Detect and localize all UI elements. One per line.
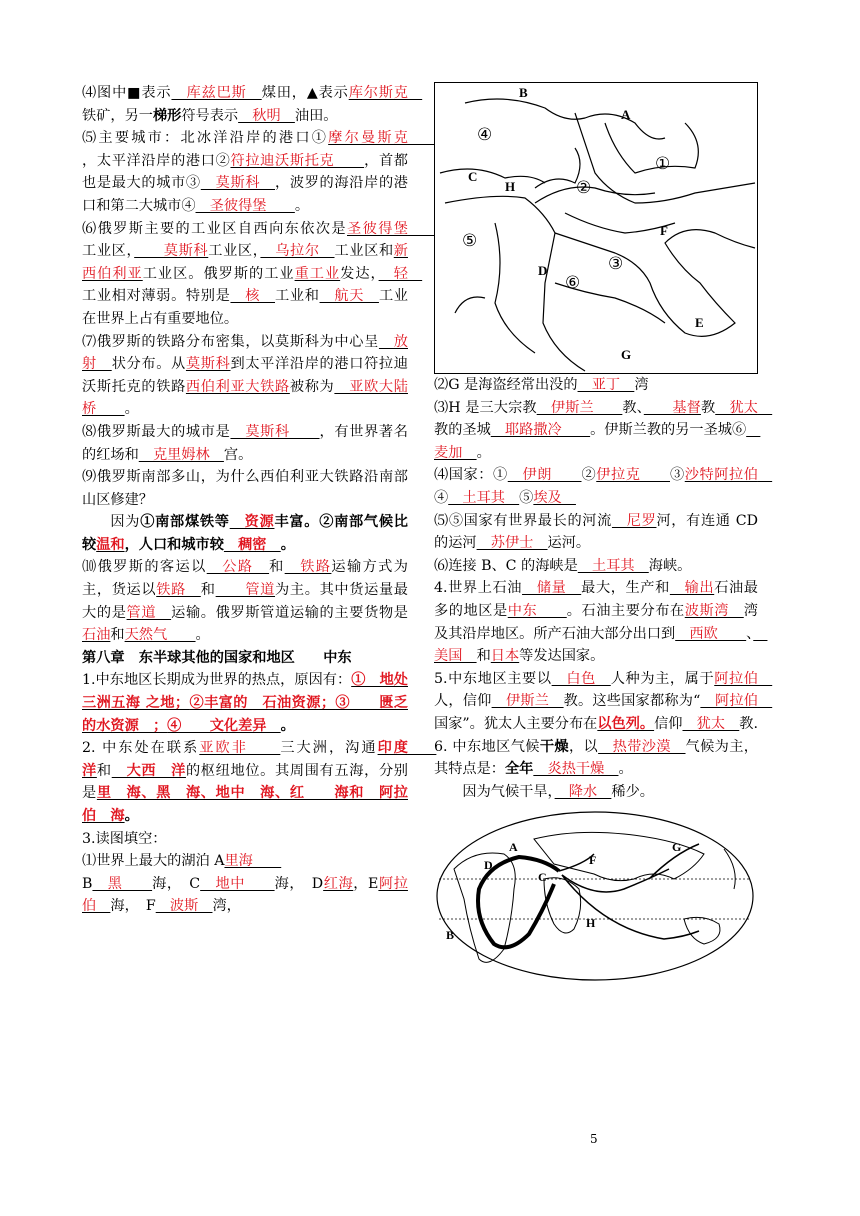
answer-blank: 降水 <box>554 783 612 800</box>
answer-blank: 库尔斯克 <box>348 85 423 101</box>
answer-blank: 基督 <box>643 399 701 416</box>
s5-paragraph <box>434 668 773 736</box>
text: 海峡。 <box>648 557 692 574</box>
answer-blank: 埃及 <box>533 489 576 506</box>
text: 2. 中东处在联系 <box>82 740 200 757</box>
text: ①南部煤铁等 <box>140 514 230 531</box>
coastline-outline <box>555 230 755 337</box>
right-column <box>434 82 773 983</box>
s6-paragraph <box>434 736 758 781</box>
answer-blank: 乌拉尔 <box>260 243 335 260</box>
answer-blank: 尼罗 <box>611 512 657 529</box>
answer-blank: 波斯 <box>155 898 213 915</box>
answer-blank: 铁路 <box>156 582 201 599</box>
text: 发达， <box>340 265 379 282</box>
text: ⑺俄罗斯的铁路分布密集，以莫斯科为中心呈 <box>82 333 379 350</box>
text: 宫。 <box>223 446 253 463</box>
text: 湾及其沿岸地区。所产石油大部分出口到 <box>434 602 758 642</box>
text: 铁矿，另一 <box>82 107 153 124</box>
answer-blank: 储量 <box>522 580 582 597</box>
answer-blank: 资源 <box>229 514 275 531</box>
text: ⑸主要城市：北冰洋沿岸的港口① <box>82 130 329 147</box>
answer-blank: 炎热干燥 <box>533 761 619 778</box>
text: 和 <box>476 648 491 665</box>
map2-label-c: C <box>538 870 547 885</box>
text: ⑻俄罗斯最大的城市是 <box>82 423 231 440</box>
text: ，太平洋沿岸的港口② <box>82 152 231 169</box>
border-line <box>535 187 655 203</box>
answer-blank: 新西伯利亚 <box>82 243 408 282</box>
answer-blank: 地中 <box>200 875 275 892</box>
text: 信仰 <box>654 715 683 732</box>
text: 三大洲，沟通 <box>280 740 378 757</box>
q5-paragraph <box>82 127 451 217</box>
answer-blank: 核 <box>230 288 275 305</box>
answer-blank: 摩尔曼斯克 <box>328 130 451 147</box>
answer-blank: 重工业 <box>294 265 341 282</box>
answer-blank: 秋明 <box>238 107 295 124</box>
answer-blank: 大西 洋 <box>111 762 186 779</box>
answer-blank: 印度 洋 <box>82 740 437 779</box>
text: 。 <box>124 401 139 418</box>
text: 。 <box>124 808 139 824</box>
text: 教、 <box>622 399 644 416</box>
coastline-outline <box>465 99 665 139</box>
text: 6. 中东地区气候 <box>434 738 540 755</box>
border-line <box>495 223 535 353</box>
text: 和 <box>200 582 216 599</box>
text: ⑽俄罗斯的客运以 <box>82 559 207 576</box>
map-label-b: B <box>519 85 528 100</box>
answer-blank: 里 海、黑 海、地中 海、红 海和 阿拉伯 海 <box>82 785 408 824</box>
map-label-c: C <box>468 169 478 184</box>
left-column <box>82 82 451 918</box>
text: 工业在世界上占有重要地位。 <box>82 288 408 327</box>
q10-paragraph <box>82 556 408 646</box>
text: 运河。 <box>547 535 591 552</box>
text: 和 <box>269 559 285 576</box>
chapter-heading: 第八章 东半球其他的国家和地区 中东 <box>82 649 352 666</box>
map-frame <box>437 812 753 980</box>
map-label-4: ④ <box>477 125 493 144</box>
answer-blank: 苏伊士 <box>476 535 548 552</box>
nile-paragraph <box>434 510 758 555</box>
text: 被称为 <box>289 378 335 395</box>
map-label-g: G <box>621 347 632 362</box>
q7-paragraph <box>82 331 408 421</box>
answer-blank: ④ 文化差异 <box>167 717 281 734</box>
border-line <box>455 297 485 313</box>
answer-blank: 莫斯科 <box>134 243 209 260</box>
answer-blank: 圣彼得堡 <box>195 197 295 214</box>
text: 因为 <box>110 514 141 531</box>
s3-title: 3.读图填空： <box>82 830 167 847</box>
answer-blank: 红海 <box>323 875 354 892</box>
text: 海， C <box>152 875 201 892</box>
answer-blank: 克里姆林 <box>138 446 224 463</box>
text: 。 <box>195 627 210 644</box>
text: 工业区。俄罗斯的工业 <box>142 265 295 282</box>
answer-blank: 阿拉伯 <box>700 693 773 710</box>
answer-blank: 输出 <box>669 580 715 597</box>
answer-blank: ③ 匮乏的水资源 ； <box>82 695 408 734</box>
answer-blank: 以色列。 <box>597 715 655 732</box>
answer-blank: 铁路 <box>284 559 332 576</box>
text: 因为气候干旱， <box>462 783 555 800</box>
answer-blank: 莫斯科 <box>185 356 231 373</box>
text: 油田。 <box>294 107 338 124</box>
q8-paragraph <box>82 421 408 466</box>
answer-blank: 稠密 <box>223 536 281 553</box>
text: ③ <box>670 467 685 484</box>
text: B <box>82 875 93 892</box>
answer-blank: 莫斯科 <box>200 175 276 192</box>
text: ，E <box>353 875 379 892</box>
text: ④ <box>434 489 449 506</box>
map-label-1: ① <box>655 154 671 173</box>
text: ⑤ <box>519 489 534 506</box>
text: 。 <box>280 536 295 553</box>
text: 、 <box>746 625 754 642</box>
answer-blank: 犹太 <box>715 399 773 416</box>
answer-blank: 美国 <box>434 625 768 665</box>
text: 丰富。②南部气候比较 <box>82 514 408 553</box>
text: ，以 <box>568 738 599 755</box>
answer-blank: 犹太 <box>682 715 740 732</box>
map-label-3: ③ <box>608 254 624 273</box>
answer-blank: 西伯利亚大铁路 <box>185 378 290 395</box>
text: 工业区， <box>82 243 135 260</box>
text: 和 <box>110 627 125 644</box>
border-line <box>605 123 698 173</box>
text: ⑷图中■表示 <box>82 85 172 101</box>
text: 海， F <box>110 898 156 915</box>
answer-blank: 轻 <box>378 265 423 282</box>
s1-paragraph <box>82 669 408 737</box>
s6-reason <box>434 781 758 804</box>
text: 教的圣城 <box>434 422 491 439</box>
text: 煤田，▲表示 <box>261 85 349 101</box>
text: ⑷国家：① <box>434 467 508 484</box>
text: 湾， <box>212 898 241 915</box>
answer-blank: ②丰富的 石油资源； <box>189 695 336 712</box>
text: 人种为主，属于 <box>610 670 715 687</box>
map-label-f: F <box>660 223 668 238</box>
answer-blank: 亚丁 <box>577 377 635 393</box>
answer-blank: 西欧 <box>675 625 747 642</box>
map-label-6: ⑥ <box>565 273 581 292</box>
answer-blank: 黑 <box>92 875 153 892</box>
q9-answer <box>82 511 408 556</box>
answer-blank: 热带沙漠 <box>598 738 686 755</box>
coastline-outline <box>440 169 545 183</box>
text: 符号表示 <box>181 107 239 124</box>
map-label-2: ② <box>576 178 592 197</box>
answer-blank: 公路 <box>206 559 270 576</box>
text: ⑼俄罗斯南部多山，为什么西伯利亚大铁路沿南部山区修建？ <box>82 469 408 508</box>
answer-blank: ① 地处三洲五海 之地； <box>82 672 408 712</box>
q4-paragraph <box>82 82 423 127</box>
coastline-outline <box>445 196 585 371</box>
text: 1.中东地区长期成为世界的热点，原因有： <box>82 672 352 689</box>
answer-blank: 土耳其 <box>448 489 520 506</box>
text: 运输。俄罗斯管道运输的主要货物是 <box>171 604 408 621</box>
map-label-5: ⑤ <box>462 231 478 250</box>
answer-blank: 温和 <box>96 536 125 553</box>
text: 湾 <box>634 377 649 393</box>
text: ⑵G 是海盗经常出没的 <box>434 377 578 393</box>
s2-paragraph <box>82 737 437 827</box>
text: 国家”。犹太人主要分布在 <box>434 715 598 732</box>
text: 全年 <box>504 761 534 778</box>
text: 的枢纽地位。其周围有五海，分别是 <box>82 762 408 802</box>
answer-blank: 亚欧非 <box>199 740 281 757</box>
text: ，首都也是最大的城市③ <box>82 152 408 192</box>
text: ，人口和城市较 <box>124 536 224 553</box>
answer-blank: 阿拉伯 <box>714 670 773 687</box>
border-line <box>565 213 675 233</box>
text: 。伊斯兰教的另一圣城⑥ <box>590 422 747 439</box>
text: 。石油主要分布在 <box>566 602 685 619</box>
answer-blank: 伊拉克 <box>596 467 670 484</box>
map-label-h: H <box>505 179 516 194</box>
answer-blank: 麦加 <box>434 422 761 461</box>
text: ，有世界著名的红场和 <box>82 423 408 463</box>
text: 到太平洋沿岸的港口符拉迪沃斯托克的铁路 <box>82 356 408 395</box>
answer-blank: 里海 <box>224 853 282 870</box>
text: 最大，生产和 <box>581 580 670 597</box>
answer-blank: 莫斯科 <box>230 423 320 440</box>
text: 干燥 <box>539 738 569 755</box>
text: 稀少。 <box>611 783 654 800</box>
text: 运输方式为主，货运以 <box>82 559 408 599</box>
text: ⑸⑤国家有世界最长的河流 <box>434 512 612 529</box>
answer-blank: 伊斯兰 <box>491 693 564 710</box>
text: 人，信仰 <box>434 693 492 710</box>
map-label-a: A <box>621 107 631 122</box>
oil-route-world-map <box>434 809 756 983</box>
text: ⑹俄罗斯主要的工业区自西向东依次是 <box>82 220 348 237</box>
answer-blank: 天然气 <box>124 627 196 644</box>
text: 和 <box>96 762 112 779</box>
answer-blank: 库兹巴斯 <box>171 85 262 101</box>
map-label-d: D <box>538 263 548 278</box>
text: 状分布。从 <box>111 356 186 373</box>
text: 5.中东地区主要以 <box>434 670 552 687</box>
text: 教 <box>700 399 716 416</box>
countries-paragraph <box>434 464 773 509</box>
text: 气候为主，其特点是： <box>434 738 758 778</box>
answer-blank: 放射 <box>82 333 408 373</box>
answer-blank: 管道 <box>126 604 172 621</box>
text: 工业区和 <box>334 243 394 260</box>
answer-blank: 伊斯兰 <box>536 399 623 416</box>
h-paragraph <box>434 397 773 465</box>
page-number: 5 <box>590 1132 598 1146</box>
text: ⑶H 是三大宗教 <box>434 399 537 416</box>
text: ⑴世界上最大的湖泊 A <box>82 853 225 870</box>
text: 。 <box>280 717 295 734</box>
text: 。 <box>294 197 310 214</box>
middle-east-map <box>434 82 758 374</box>
answer-blank: 波斯湾 <box>684 602 744 619</box>
strait-paragraph <box>434 555 758 578</box>
answer-blank: 白色 <box>551 670 611 687</box>
text: ② <box>581 467 597 484</box>
answer-blank: 耶路撒冷 <box>490 422 591 439</box>
answer-blank: 土耳其 <box>577 557 649 574</box>
answer-blank: 中东 <box>507 602 567 619</box>
text: 。 <box>618 761 633 778</box>
answer-blank: 航天 <box>319 288 379 305</box>
text: 等发达国家。 <box>519 648 605 665</box>
answer-blank: 石油 <box>82 627 111 644</box>
answer-blank: 亚欧大陆桥 <box>82 378 408 418</box>
map-label-e: E <box>695 315 704 330</box>
q9-paragraph <box>82 466 408 511</box>
s3-paragraph <box>82 850 408 918</box>
map2-label-d: D <box>484 858 493 873</box>
text: 工业和 <box>275 288 320 305</box>
s4-paragraph <box>434 577 768 667</box>
text: 4.世界上石油 <box>434 580 523 597</box>
border-line <box>535 148 580 188</box>
text: 石油最多的地区是 <box>434 580 758 619</box>
text: 梯形 <box>152 107 182 124</box>
text: ，波罗的海沿岸的港口和第二大城市④ <box>82 175 408 214</box>
text: 教. <box>739 715 758 732</box>
answer-blank: 阿拉伯 <box>82 875 408 915</box>
map2-label-g: G <box>672 840 682 855</box>
text: 为主。其中货运量最大的是 <box>82 582 408 621</box>
answer-blank: 日本 <box>490 648 520 665</box>
text: 工业区， <box>208 243 261 260</box>
answer-blank: 沙特阿拉伯 <box>684 467 773 484</box>
answer-blank: 符拉迪沃斯托克 <box>230 152 365 169</box>
text: 。 <box>476 444 491 461</box>
text: 海， D <box>274 875 324 892</box>
text: 工业相对薄弱。特别是 <box>82 288 231 305</box>
map2-label-b: B <box>446 928 455 943</box>
q6-paragraph <box>82 218 437 331</box>
text: 教。这些国家都称为“ <box>563 693 701 710</box>
answer-blank: 圣彼得堡 <box>347 220 437 237</box>
text: ⑹连接 B、C 的海峡是 <box>434 557 578 574</box>
answer-blank: 管道 <box>215 582 276 599</box>
map2-label-f: F <box>589 853 597 868</box>
answer-blank: 伊朗 <box>507 467 582 484</box>
g-paragraph <box>434 374 758 397</box>
map2-label-a: A <box>509 840 518 855</box>
text: 河，有连通 CD 的运河 <box>434 512 758 552</box>
map2-label-h: H <box>586 916 596 931</box>
